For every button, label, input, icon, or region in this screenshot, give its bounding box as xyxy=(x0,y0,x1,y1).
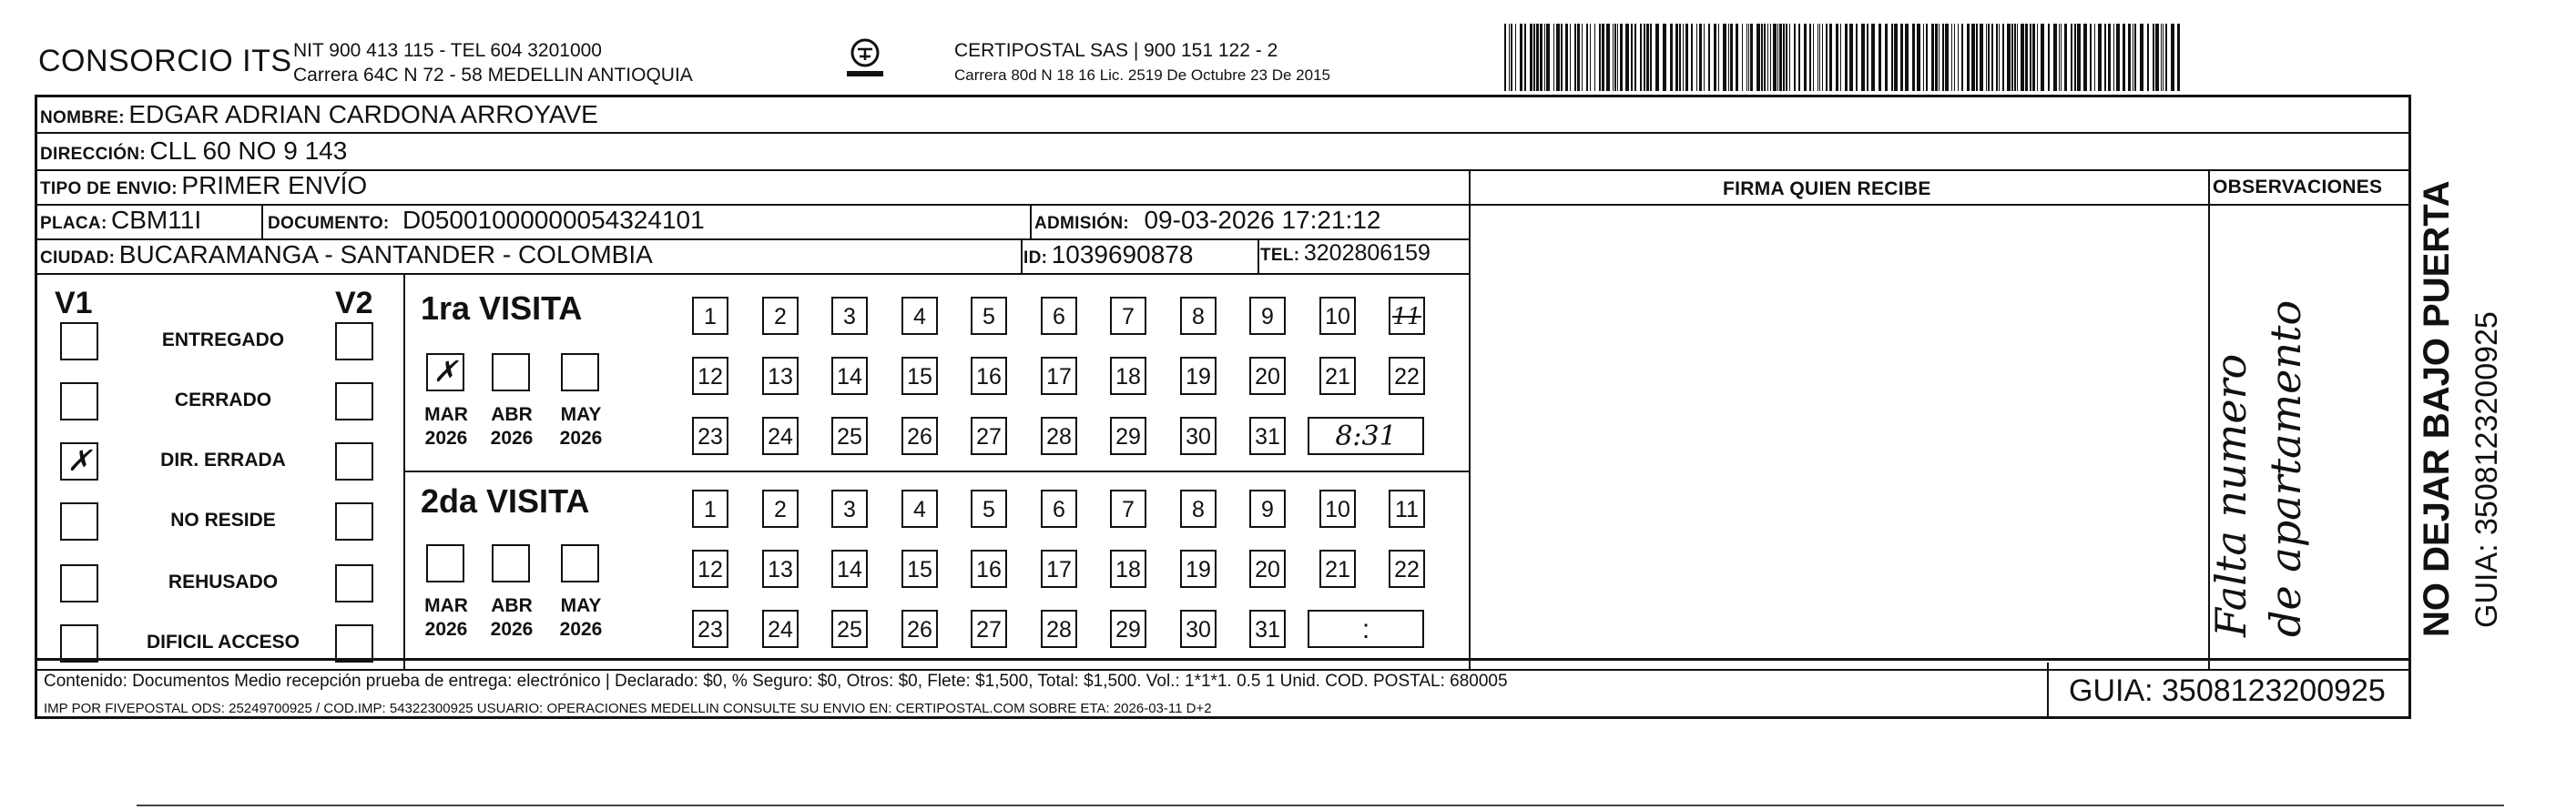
day-box[interactable]: 12 xyxy=(692,357,728,395)
year-label: 2026 xyxy=(559,619,603,640)
carrier-info: CERTIPOSTAL SAS | 900 151 122 - 2 xyxy=(954,40,1278,61)
barcode-icon xyxy=(1504,24,2182,91)
day-box[interactable]: 20 xyxy=(1249,550,1286,588)
day-box[interactable]: 19 xyxy=(1180,357,1217,395)
month-checkbox[interactable] xyxy=(561,353,599,391)
day-box[interactable]: 9 xyxy=(1249,490,1286,528)
month-checkbox[interactable] xyxy=(492,353,530,391)
status-label: REHUSADO xyxy=(168,572,279,592)
day-box[interactable]: 21 xyxy=(1319,550,1356,588)
year-label: 2026 xyxy=(424,619,468,640)
no-dejar-warning: NO DEJAR BAJO PUERTA xyxy=(2417,180,2457,637)
tel-value: 3202806159 xyxy=(1303,240,1431,266)
day-box[interactable]: 16 xyxy=(971,550,1007,588)
day-box[interactable]: 6 xyxy=(1041,297,1077,335)
day-box[interactable]: 27 xyxy=(971,417,1007,455)
v1-checkbox[interactable]: ✗ xyxy=(60,442,98,481)
day-box[interactable]: 29 xyxy=(1110,417,1146,455)
day-box[interactable]: 27 xyxy=(971,610,1007,648)
v1-checkbox[interactable] xyxy=(60,624,98,663)
day-box[interactable]: 25 xyxy=(831,417,868,455)
day-box[interactable]: 30 xyxy=(1180,610,1217,648)
v1-checkbox[interactable] xyxy=(60,382,98,420)
day-box[interactable]: 10 xyxy=(1319,490,1356,528)
day-box[interactable]: 19 xyxy=(1180,550,1217,588)
admision-label: ADMISIÓN: xyxy=(1034,214,1130,233)
day-box[interactable]: 28 xyxy=(1041,610,1077,648)
v2-checkbox[interactable] xyxy=(335,382,373,420)
day-box[interactable]: 17 xyxy=(1041,550,1077,588)
day-box[interactable]: 14 xyxy=(831,357,868,395)
day-box[interactable]: 7 xyxy=(1110,297,1146,335)
barcode xyxy=(1504,24,2182,91)
direccion-value: CLL 60 NO 9 143 xyxy=(149,137,348,165)
documento-label: DOCUMENTO: xyxy=(268,214,390,233)
day-box[interactable]: 12 xyxy=(692,550,728,588)
id-value: 1039690878 xyxy=(1051,240,1194,268)
month-label: MAR xyxy=(424,595,468,616)
v2-checkbox[interactable] xyxy=(335,624,373,663)
day-box[interactable]: 16 xyxy=(971,357,1007,395)
day-box[interactable]: 24 xyxy=(762,417,799,455)
month-checkbox[interactable] xyxy=(492,544,530,582)
handwritten-observation xyxy=(2204,300,2313,637)
v2-label: V2 xyxy=(335,286,373,320)
month-checkbox[interactable] xyxy=(561,544,599,582)
day-box[interactable]: 4 xyxy=(901,490,938,528)
v2-checkbox[interactable] xyxy=(335,322,373,360)
day-box[interactable]: 18 xyxy=(1110,357,1146,395)
day-box[interactable]: 1 xyxy=(692,490,728,528)
tipo-envio-label: TIPO DE ENVIO: xyxy=(40,179,178,198)
day-box[interactable]: 23 xyxy=(692,610,728,648)
footer-frame xyxy=(35,661,2411,719)
v2-checkbox[interactable] xyxy=(335,502,373,541)
day-box[interactable]: 7 xyxy=(1110,490,1146,528)
visit2-time[interactable]: : xyxy=(1308,610,1424,648)
carrier-address: Carrera 80d N 18 16 Lic. 2519 De Octubre 23 De 2015 xyxy=(954,66,1330,84)
day-box[interactable]: 31 xyxy=(1249,610,1286,648)
direccion-label: DIRECCIÓN: xyxy=(40,145,146,164)
day-box[interactable]: 20 xyxy=(1249,357,1286,395)
v2-checkbox[interactable] xyxy=(335,442,373,481)
day-box[interactable]: 1 xyxy=(692,297,728,335)
v1-label: V1 xyxy=(55,286,93,320)
year-label: 2026 xyxy=(490,428,534,449)
tipo-envio-value: PRIMER ENVÍO xyxy=(181,171,368,199)
month-label: MAR xyxy=(424,404,468,425)
company-address: Carrera 64C N 72 - 58 MEDELLIN ANTIOQUIA xyxy=(293,65,693,86)
day-box[interactable]: 21 xyxy=(1319,357,1356,395)
observaciones-label: OBSERVACIONES xyxy=(2213,177,2383,197)
placa-value: CBM11I xyxy=(111,206,202,234)
status-label: DIR. ERRADA xyxy=(160,450,286,471)
year-label: 2026 xyxy=(424,428,468,449)
day-box[interactable]: 22 xyxy=(1389,357,1425,395)
signature-area[interactable] xyxy=(1470,211,2189,657)
v1-checkbox[interactable] xyxy=(60,564,98,602)
admision-value: 09-03-2026 17:21:12 xyxy=(1144,206,1381,234)
day-box[interactable]: 5 xyxy=(971,297,1007,335)
placa-label: PLACA: xyxy=(40,214,107,233)
month-label: ABR xyxy=(491,404,533,425)
day-box[interactable]: 4 xyxy=(901,297,938,335)
observation-line-1: Falta numero xyxy=(2206,353,2255,637)
day-box[interactable]: 2 xyxy=(762,297,799,335)
day-box[interactable]: 2 xyxy=(762,490,799,528)
day-box[interactable]: 5 xyxy=(971,490,1007,528)
day-box[interactable]: 10 xyxy=(1319,297,1356,335)
month-checkbox[interactable]: ✗ xyxy=(426,353,464,391)
nombre-value: EDGAR ADRIAN CARDONA ARROYAVE xyxy=(128,100,598,128)
month-label: ABR xyxy=(491,595,533,616)
day-box[interactable]: 13 xyxy=(762,357,799,395)
company-nit: NIT 900 413 115 - TEL 604 3201000 xyxy=(293,40,602,61)
day-box[interactable]: 3 xyxy=(831,490,868,528)
v1-checkbox[interactable] xyxy=(60,502,98,541)
day-box[interactable]: 11 xyxy=(1389,490,1425,528)
ciudad-label: CIUDAD: xyxy=(40,248,116,268)
certipostal-logo xyxy=(838,35,892,89)
day-box[interactable]: 24 xyxy=(762,610,799,648)
visit1-time[interactable]: 8:31 xyxy=(1308,417,1424,455)
month-label: MAY xyxy=(560,404,602,425)
day-box[interactable]: 30 xyxy=(1180,417,1217,455)
day-box[interactable]: 6 xyxy=(1041,490,1077,528)
company-name: CONSORCIO ITS xyxy=(38,44,292,78)
guia-footer: GUIA: 3508123200925 xyxy=(2069,673,2386,708)
logo-icon xyxy=(838,35,892,89)
day-box[interactable]: 18 xyxy=(1110,550,1146,588)
day-box[interactable]: 26 xyxy=(901,610,938,648)
footer-content: Contenido: Documentos Medio recepción prueba de entrega: electrónico | Declarado: $0, % Seguro: $0, Otros: $0, Flete: $1,500, Total: $1,500. Vol.: 1*1*1. 0.5 1 Unid. COD. POSTAL: 680005 xyxy=(44,672,1508,691)
day-box[interactable]: 13 xyxy=(762,550,799,588)
footer-imp: IMP POR FIVEPOSTAL ODS: 25249700925 / COD.IMP: 54322300925 USUARIO: OPERACIONES MEDELLIN CONSULTE SU ENVIO EN: CERTIPOSTAL.COM SOBRE ETA: 2026-03-11 D+2 xyxy=(44,701,1212,716)
year-label: 2026 xyxy=(559,428,603,449)
day-box[interactable]: 15 xyxy=(901,357,938,395)
year-label: 2026 xyxy=(490,619,534,640)
day-box[interactable]: 23 xyxy=(692,417,728,455)
status-label: NO RESIDE xyxy=(170,510,276,531)
day-box[interactable]: 17 xyxy=(1041,357,1077,395)
day-box[interactable]: 15 xyxy=(901,550,938,588)
v2-checkbox[interactable] xyxy=(335,564,373,602)
day-box[interactable]: 28 xyxy=(1041,417,1077,455)
cut-line xyxy=(137,805,2504,806)
nombre-label: NOMBRE: xyxy=(40,108,125,127)
documento-value: D05001000000054324101 xyxy=(402,206,705,234)
month-checkbox[interactable] xyxy=(426,544,464,582)
day-box[interactable]: 29 xyxy=(1110,610,1146,648)
v1-checkbox[interactable] xyxy=(60,322,98,360)
day-box[interactable]: 8 xyxy=(1180,297,1217,335)
guia-side: GUIA: 3508123200925 xyxy=(2469,311,2504,628)
day-box[interactable]: 8 xyxy=(1180,490,1217,528)
month-label: MAY xyxy=(560,595,602,616)
status-label: DIFICIL ACCESO xyxy=(146,632,300,653)
day-box[interactable]: 11 xyxy=(1389,297,1425,335)
day-box[interactable]: 25 xyxy=(831,610,868,648)
day-box[interactable]: 3 xyxy=(831,297,868,335)
status-label: CERRADO xyxy=(174,390,272,410)
day-box[interactable]: 26 xyxy=(901,417,938,455)
day-box[interactable]: 14 xyxy=(831,550,868,588)
firma-label: FIRMA QUIEN RECIBE xyxy=(1723,178,1931,199)
day-box[interactable]: 22 xyxy=(1389,550,1425,588)
ciudad-value: BUCARAMANGA - SANTANDER - COLOMBIA xyxy=(118,240,653,268)
tel-label: TEL: xyxy=(1260,246,1300,265)
day-box[interactable]: 31 xyxy=(1249,417,1286,455)
id-label: ID: xyxy=(1023,248,1048,268)
visit1-title: 1ra VISITA xyxy=(421,289,583,327)
observation-line-2: de apartamento xyxy=(2261,299,2310,637)
day-box[interactable]: 9 xyxy=(1249,297,1286,335)
visit2-title: 2da VISITA xyxy=(421,482,590,520)
status-label: ENTREGADO xyxy=(161,329,285,350)
